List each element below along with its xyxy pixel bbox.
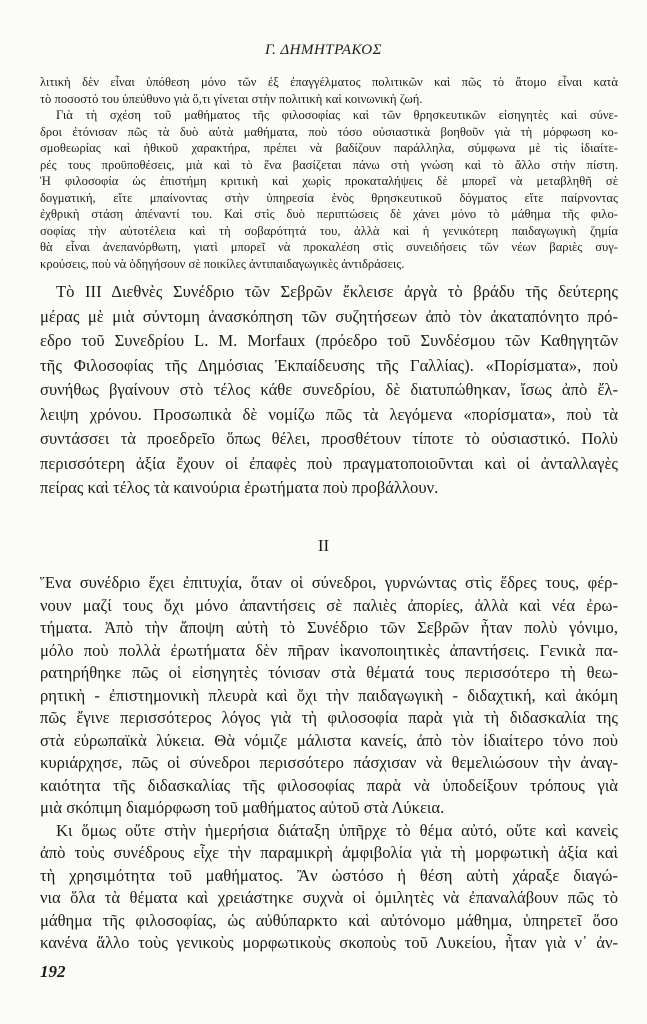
text-line: ρατηρήθηκε πῶς οἱ εἰσηγητὲς τόνισαν στὰ θέματά τους περισσότερο τὴ θεω-	[40, 663, 618, 682]
text-line: Γιὰ τὴ σχέση τοῦ μαθήματος τῆς φιλοσοφίας καὶ τῶν θρησκευτικῶν εἰσηγητὲς καὶ σύνε-	[56, 108, 618, 122]
text-line: ἐχθρικὴ στάση ἀπέναντί του. Καὶ στὶς δυὸ περιπτώσεις δὲ χάνει μόνο τὸ μάθημα τῆς φιλο-	[40, 207, 618, 221]
text-line: συντάσσει τὰ προεδρεῖο ὅπως θέλει, προσθέτουν τίποτε τὸ οὐσιαστικό. Πολὺ	[40, 429, 618, 448]
text-line: κυριάρχησε, πῶς οἱ σύνεδροι περισσότερο πάσχισαν νὰ θεμελιώσουν τὴν ἀναγ-	[40, 753, 618, 772]
text-line: κρούσεις, ποὺ νὰ ὁδηγήσουν σὲ ποικίλες ἀντιπαιδαγωγικὲς ἀντιδράσεις.	[40, 256, 405, 271]
text-line: λιτικὴ δὲν εἶναι ὑπόθεση μόνο τῶν ἐξ ἐπαγγέλματος πολιτικῶν καὶ πῶς τὸ ἄτομο εἶναι κατὰ	[40, 75, 618, 89]
text-line: νια ὅλα τὰ θέματα καὶ χρειάστηκε συχνὰ οἱ ὁμιλητὲς νὰ ἐπαναλάβουν πῶς τὸ	[40, 888, 618, 907]
text-line: πῶς ἔγινε περισσότερος λόγος γιὰ τὴ φιλοσοφία παρὰ γιὰ τὴ διδασκαλία της	[40, 708, 618, 727]
text-line: Ἕνα συνέδριο ἔχει ἐπιτυχία, ὅταν οἱ σύνεδροι, γυρνώντας στὶς ἕδρες τους, φέρ-	[40, 573, 618, 592]
text-line: λειψη χρόνου. Προσωπικὰ δὲ νομίζω πῶς τὰ λεγόμενα «πορίσματα», ποὺ τὰ	[40, 404, 618, 424]
text-line: στὰ εὐρωπαϊκὰ λύκεια. Θὰ νόμιζε μάλιστα κανείς, ἀπὸ τὸν ἰδιαίτερο τόνο ποὺ	[40, 730, 618, 750]
text-line: Κι ὅμως οὔτε στὴν ἡμερήσια διάταξη ὑπῆρχε τὸ θέμα αὐτό, οὔτε καὶ κανεὶς	[56, 820, 618, 840]
section-heading-ii: II	[317, 536, 330, 555]
text-line: καιότητα τῆς διδασκαλίας τῆς φιλοσοφίας παρὰ νὰ ὑποδείξουν τρόπους γιὰ	[40, 775, 618, 795]
text-line: συνήθως βγαίνουν στὸ τέλος κάθε συνεδρίου, δὲ διατυπώθηκαν, ἴσως ἀπὸ ἔλ-	[40, 380, 618, 399]
text-line: μέρας μὲ μιὰ σύντομη ἀνασκόπηση τῶν συζητήσεων ἀπὸ τὸν ἀκαταπόνητο πρό-	[40, 306, 618, 326]
section-1-text	[40, 280, 618, 501]
text-line: ρητικὴ - ἐπιστημονικὴ πλευρὰ καὶ ὄχι τὴν παιδαγωγικὴ - διδαχτική, καὶ ἀκόμη	[40, 685, 618, 705]
text-line: τὴ χρησιμότητα τοῦ μαθήματος. Ἂν ὡστόσο ἡ θέση αὐτὴ χάραξε διαγώ-	[40, 865, 618, 885]
text-line: μιὰ σκόπιμη διαμόρφωση τοῦ μαθήματος αὐτοῦ στὰ Λύκεια.	[40, 798, 445, 817]
text-line: εδρο τοῦ Συνεδρίου L. M. Morfaux (πρόεδρο τοῦ Συνδέσμου τῶν Καθηγητῶν	[40, 331, 618, 350]
text-line: τὸ ποσοστό του ὑπεύθυνο γιὰ ὅ,τι γίνεται στὴν πολιτικὴ καὶ κοινωνικὴ ζωή.	[40, 91, 423, 106]
text-line: ρές τους προϋποθέσεις, μιὰ καὶ τὸ ἕνα βασίζεται πάνω στὴ γνώση καὶ τὸ ἄλλο στὴν πίστη.	[40, 157, 618, 172]
text-line: τῆς Φιλοσοφίας τῆς Δημόσιας Ἐκπαίδευσης τῆς Γαλλίας). «Πορίσματα», ποὺ	[40, 355, 618, 375]
page-number: 192	[40, 962, 66, 981]
text-line: κανένα ἄλλο τοὺς γενικοὺς μορφωτικοὺς σκοποὺς τοῦ Λυκείου, ἦταν γιὰ ν᾽ ἀν-	[40, 933, 618, 952]
text-line: Τὸ ΙΙΙ Διεθνὲς Συνέδριο τῶν Σεβρῶν ἔκλεισε ἀργὰ τὸ βράδυ τῆς δεύτερης	[56, 282, 618, 301]
text-line: ἀπὸ τοὺς συνέδρους εἶχε τὴν παραμικρὴ ἀμφιβολία γιὰ τὴ μορφωτικὴ ἀξία καὶ	[40, 843, 618, 862]
section-2-text	[40, 572, 618, 955]
text-line: μάθημα τῆς φιλοσοφίας, ὡς αὐθύπαρκτο καὶ αὐτόνομο μάθημα, ὑπηρετεῖ ὅσο	[40, 910, 618, 930]
text-line: τήματα. Ἀπὸ τὴν ἄποψη αὐτὴ τὸ Συνέδριο τῶν Σεβρῶν ἦταν πολὺ γόνιμο,	[40, 618, 618, 637]
text-line: νουν μαζί τους ὄχι μόνο ἀπαντήσεις σὲ παλιὲς ἀπορίες, ἀλλὰ καὶ νέα ἐρω-	[40, 595, 618, 615]
text-line: σοφίας τὴν αὐτοτέλεια καὶ τὴ σοβαρότητά του, ἀλλὰ καὶ ἡ γενικότερη παιδαγωγικὴ ζημία	[40, 223, 618, 238]
text-line: θὰ εἶναι ἀνεπανόρθωτη, γιατὶ μπορεῖ νὰ προκαλέση στὶς συνειδήσεις τῶν νέων βαριὲς συγ-	[40, 240, 618, 254]
text-line: Ἡ φιλοσοφία ὡς ἐπιστήμη κριτικὴ καὶ χωρὶς προκαταλήψεις δὲ μπορεῖ νὰ μεταβληθῆ σὲ	[40, 174, 618, 188]
text-line: μόλο ποὺ πολλὰ ἐρωτήματα δὲν πῆραν ἱκανοποιητικὲς ἀπαντήσεις. Γενικὰ πα-	[40, 640, 618, 660]
text-line: δροι ἐτόνισαν πῶς τὰ δυὸ αὐτὰ μαθήματα, ποὺ τόσο οὐσιαστικὰ βοηθοῦν γιὰ τὴ μόρφωση κο-	[40, 124, 618, 139]
text-line: δογματική, εἴτε μπαίνοντας στὴν ὑπηρεσία ἑνὸς θρησκευτικοῦ δόγματος εἴτε παίρνοντας	[40, 190, 618, 205]
text-line: περισσότερη ἀξία ἔχουν οἱ ἐπαφὲς ποὺ πραγματοποιοῦνται καὶ οἱ ἀνταλλαγὲς	[40, 453, 618, 473]
running-header: Γ. ΔΗΜΗΤΡΑΚΟΣ	[265, 42, 382, 58]
text-line: σμοθεωρίας καὶ ἠθικοῦ χαρακτήρα, πρέπει νὰ βαδίζουν παράλληλα, σύμφωνα μὲ τὶς ἰδιαίτε-	[40, 141, 618, 155]
small-print-block	[40, 74, 618, 272]
text-line: πείρας καὶ τέλος τὰ καινούρια ἐρωτήματα ποὺ προβάλλουν.	[40, 478, 439, 497]
